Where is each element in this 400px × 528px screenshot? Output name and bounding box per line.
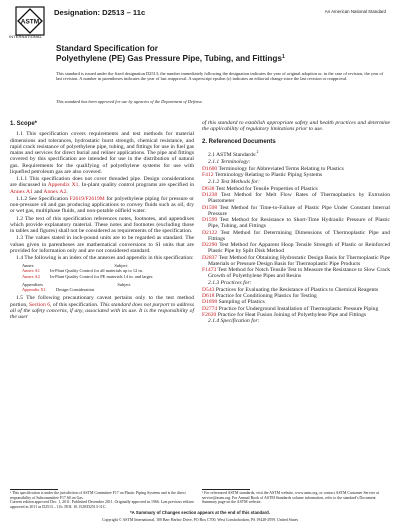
scope-heading: 1. Scope* — [10, 121, 38, 127]
standard-note: An American National Standard — [324, 9, 386, 14]
astm-logo-icon — [12, 6, 48, 36]
annex-a1-index-link[interactable]: Annex A1 — [22, 268, 40, 274]
reference-code-link[interactable]: D1599 — [202, 217, 218, 224]
para-1-2: 1.2 The text of this specification references notes, footnotes, and appendixes which provide explanatory material. These notes and footnotes (excluding those in tables and figures) shall not be considered as requirements of the specification. — [10, 215, 194, 234]
reference-code-link[interactable]: D1238 — [202, 192, 218, 199]
annex-a2-link[interactable]: Annex A2 — [43, 188, 67, 195]
reference-item — [202, 230, 390, 243]
para-1-3: 1.3 The values stated in inch-pound units are to be regarded as standard. The values given in parentheses are mathematical conversions to SI units that are provided for information only and are not considered standard. — [10, 235, 194, 254]
annex-row: Annex A2 In-Plant Quality Control for PE materials 14 in. and larger. — [22, 273, 154, 279]
reference-item — [202, 255, 390, 268]
para-1-4: 1.4 The following is an index of the annexes and appendix in this specification: — [16, 255, 194, 261]
reference-title: Practice for Heat Fusion Joining of Polyethylene Pipe and Fittings — [216, 311, 367, 318]
reference-code-link[interactable]: D543 — [202, 286, 215, 293]
appendix-header-row: Appendixes Subject — [22, 281, 131, 287]
title-line-1: Standard Specification for — [56, 44, 158, 53]
footnote-1: ¹ This specification is under the jurisdiction of ASTM Committee F17 on Plastic Piping Systems and is the direct responsibility of Subcommittee F17.60 on Gas. — [10, 491, 186, 500]
dod-note: This standard has been approved for use by agencies of the Department of Defense. — [56, 99, 203, 104]
reference-title: Test Method for Obtaining Hydrostatic Design Basis for Thermoplastic Pipe Materials or Pressure Design Basis for Thermoplastic Pipe Products — [208, 254, 390, 267]
para-1-5: 1.5 The following precautionary caveat pertains only to the test method portion, Section 6, of this specification. This standard does not purport to address all of the safety concerns, if any, associated with its use. It is the responsibility of the user — [10, 295, 194, 321]
reference-item — [202, 217, 390, 230]
reference-title: Terminology Relating to Plastic Piping Systems — [213, 172, 323, 179]
left-column — [10, 120, 194, 321]
reference-title: Practices for Evaluating the Resistance of Plastics to Chemical Reagents — [214, 286, 379, 293]
reference-title: Sampling of Plastics — [217, 299, 265, 306]
reference-item — [202, 267, 390, 280]
title-line-2: Polyethylene (PE) Gas Pressure Pipe, Tubing, and Fittings$^1$ — [56, 54, 285, 63]
reference-title: Test Method for Time-to-Failure of Plastic Pipe Under Constant Internal Pressure — [208, 204, 390, 217]
para-2-1-4: 2.1.4 Specification for: — [208, 318, 260, 325]
reference-title: Practice for Underground Installation of Thermoplastic Pressure Piping — [217, 305, 379, 312]
reference-code-link[interactable]: D2774 — [202, 305, 218, 312]
preamble: This standard is issued under the fixed designation D2513; the number immediately following the designation indicates the year of original adoption or, in the case of revision, the year of last revision. A number in parentheses indicates the year of last reapproval. A superscript epsilon (ε) indicates an editorial change since the last revision or reapproval. — [56, 71, 384, 82]
para-2-1-2: 2.1.2 Test Methods for: — [208, 178, 260, 185]
reference-code-link[interactable]: D1598 — [202, 204, 218, 211]
reference-item — [202, 192, 390, 205]
logo-caption: INTERNATIONAL — [9, 34, 43, 39]
para-2-1-1: 2.1.1 Terminology: — [208, 158, 251, 165]
footnote-divider — [202, 489, 250, 490]
footnote-2: ² For referenced ASTM standards, visit the ASTM website, www.astm.org, or contact ASTM Customer Service at service@astm.org. For Annual Book of ASTM Standards volume information, refer to the standard's Document Summary page on the ASTM website. — [202, 491, 379, 504]
reference-code-link[interactable]: D2837 — [202, 254, 218, 261]
reference-code-link[interactable]: D638 — [202, 185, 215, 192]
reference-code-link[interactable]: F1473 — [202, 267, 217, 274]
practices-list — [202, 287, 390, 318]
scope-continuation: of this standard to establish appropriate safety and health practices and determine the applicability of regulatory limitations prior to use. — [202, 120, 390, 133]
reference-title: Test Method for Tensile Properties of Plastics — [214, 185, 318, 192]
appendix-x1-link[interactable]: Appendix X1 — [47, 182, 79, 189]
reference-title: Practice for Conditioning Plastics for Testing — [214, 293, 317, 300]
reference-title: Test Method for Determining Dimensions of Thermoplastic Pipe and Fittings — [208, 229, 390, 242]
section-6-link[interactable]: Section 6 — [29, 301, 51, 308]
summary-of-changes-note: *A Summary of Changes section appears at the end of this standard. — [130, 510, 270, 515]
footnotes-right — [202, 491, 390, 505]
referenced-docs-heading: 2. Referenced Documents — [202, 138, 276, 145]
reference-title: Test Method for Resistance to Short-Time Hydraulic Pressure of Plastic Pipe, Tubing, and Fittings — [208, 217, 390, 230]
footnote-divider — [10, 489, 58, 490]
annex-row: Annex A1 In-Plant Quality Control for all materials up to 12 in. — [22, 268, 143, 274]
reference-title: Test Method for Melt Flow Rates of Thermoplastics by Extrusion Plastometer — [208, 192, 390, 205]
annex-index-table — [22, 263, 192, 292]
svg-text:ASTM: ASTM — [20, 18, 40, 26]
reference-title: Terminology for Abbreviated Terms Relating to Plastics — [217, 166, 344, 173]
reference-item — [202, 205, 390, 218]
reference-code-link[interactable]: D1600 — [202, 166, 218, 173]
reference-title: Test Method for Notch Tensile Test to Measure the Resistance to Slow Crack Growth of Polyethylene Pipes and Resins — [208, 267, 390, 280]
copyright: Copyright © ASTM International, 100 Barr Harbor Drive, PO Box C700, West Conshohocken, PA 19428-2959. United States — [102, 518, 298, 522]
appendix-row: Appendix X1 Design Consideration — [22, 287, 95, 293]
terminology-list — [202, 166, 390, 179]
test-methods-list — [202, 186, 390, 280]
para-1-1-1: 1.1.1 This specification does not cover threaded pipe. Design considerations are discussed in Appendix X1. In-plant quality control programs are specified in Annex A1 and Annex A2. — [10, 176, 194, 195]
annex-a1-link[interactable]: Annex A1 — [10, 188, 33, 195]
reference-code-link[interactable]: F2620 — [202, 311, 217, 318]
reference-code-link[interactable]: D2122 — [202, 229, 218, 236]
reference-item — [202, 242, 390, 255]
reference-code-link[interactable]: D618 — [202, 293, 215, 300]
right-column — [202, 120, 390, 325]
reference-code-link[interactable]: D1898 — [202, 299, 218, 306]
para-1-1-2: 1.1.2 See Specification F2619/F2619M for polyethylene piping for pressure or non-pressure oil and gas producing applications to convey fluids such as oil, dry or wet gas, multiphase fluids, and non-potable oilfield water. — [10, 195, 194, 215]
footnote-edition: Current edition approved Dec. 1, 2011. Published December 2011. Originally approved in 1966. Last previous edition approved in 2011 as D2513 – 11b. DOI: 10.1520/D2513-11C. — [10, 500, 194, 509]
reference-code-link[interactable]: D2290 — [202, 242, 218, 249]
para-1-1: 1.1 This specification covers requirements and test methods for material dimensions and tolerances, hydrostatic burst strength, chemical resistance, and rapid crack resistance of polyethylene pipe, tubing, and fittings for use in fuel gas mains and services for direct burial and reliner applications. The pipe and fittings covered by this specification are intended for use in the distribution of natural gas. Requirements for the qualifying of polyethylene systems for use with liquefied petroleum gas are also covered. — [10, 131, 194, 175]
annex-a2-index-link[interactable]: Annex A2 — [22, 273, 40, 279]
footnotes-left — [10, 491, 194, 509]
appendix-x1-index-link[interactable]: Appendix X1 — [22, 287, 46, 293]
reference-title: Test Method for Apparent Hoop Tensile Strength of Plastic or Reinforced Plastic Pipe by Split Disk Method — [208, 242, 390, 255]
f2619-link[interactable]: F2619/F2619M — [69, 195, 105, 202]
designation: Designation: D2513 – 11c — [54, 8, 146, 17]
para-2-1-3: 2.1.3 Practices for: — [208, 279, 252, 286]
annex-header-row: Annex Subject — [22, 263, 128, 269]
reference-code-link[interactable]: F412 — [202, 172, 214, 179]
para-2-1: 2.1 ASTM Standards:$^2$ — [208, 149, 259, 158]
